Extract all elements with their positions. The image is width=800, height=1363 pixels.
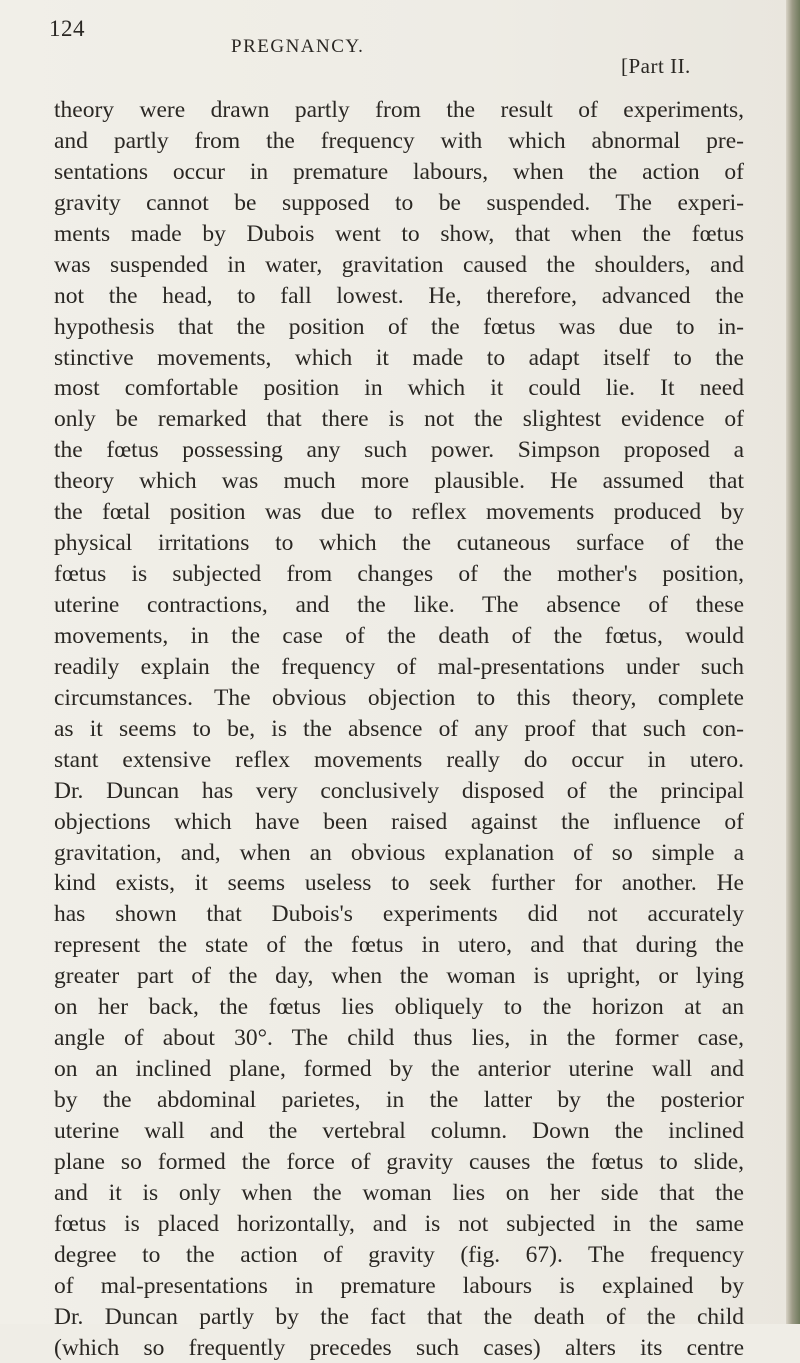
- text-line: by the abdominal parietes, in the latter by the posterior: [54, 1085, 744, 1116]
- text-line: only be remarked that there is not the slightest evidence of: [54, 404, 744, 435]
- text-line: stant extensive reflex movements really do occur in utero.: [54, 745, 744, 776]
- text-line: on her back, the fœtus lies obliquely to the horizon at an: [54, 992, 744, 1023]
- text-line: as it seems to be, is the absence of any proof that such con-: [54, 714, 744, 745]
- part-label: [Part II.: [621, 54, 691, 79]
- text-line: objections which have been raised against the influence of: [54, 807, 744, 838]
- text-line: stinctive movements, which it made to adapt itself to the: [54, 343, 744, 374]
- text-line: hypothesis that the position of the fœtus was due to in-: [54, 312, 744, 343]
- text-line: the fœtus possessing any such power. Simpson proposed a: [54, 435, 744, 466]
- text-line: theory which was much more plausible. He assumed that: [54, 466, 744, 497]
- text-line: sentations occur in premature labours, when the action of: [54, 157, 744, 188]
- text-line: greater part of the day, when the woman is upright, or lying: [54, 961, 744, 992]
- page-number: 124: [49, 16, 85, 42]
- text-line: was suspended in water, gravitation caused the shoulders, and: [54, 250, 744, 281]
- running-head: PREGNANCY.: [231, 36, 364, 58]
- text-line: fœtus is placed horizontally, and is not subjected in the same: [54, 1209, 744, 1240]
- text-line: uterine contractions, and the like. The absence of these: [54, 590, 744, 621]
- text-line: plane so formed the force of gravity causes the fœtus to slide,: [54, 1147, 744, 1178]
- text-line: Dr. Duncan has very conclusively disposed of the principal: [54, 776, 744, 807]
- text-line: has shown that Dubois's experiments did not accurately: [54, 899, 744, 930]
- text-line: fœtus is subjected from changes of the mother's position,: [54, 559, 744, 590]
- text-line: readily explain the frequency of mal-presentations under such: [54, 652, 744, 683]
- text-line: angle of about 30°. The child thus lies, in the former case,: [54, 1023, 744, 1054]
- text-line: the fœtal position was due to reflex movements produced by: [54, 497, 744, 528]
- text-line: gravity cannot be supposed to be suspended. The experi-: [54, 188, 744, 219]
- text-line: physical irritations to which the cutaneous surface of the: [54, 528, 744, 559]
- text-line: and it is only when the woman lies on her side that the: [54, 1178, 744, 1209]
- page-gutter-edge: [786, 0, 800, 1324]
- text-line: theory were drawn partly from the result of experiments,: [54, 95, 744, 126]
- text-line: (which so frequently precedes such cases) alters its centre: [54, 1333, 744, 1363]
- text-line: circumstances. The obvious objection to this theory, complete: [54, 683, 744, 714]
- text-line: and partly from the frequency with which abnormal pre-: [54, 126, 744, 157]
- text-line: represent the state of the fœtus in utero, and that during the: [54, 930, 744, 961]
- text-line: kind exists, it seems useless to seek further for another. He: [54, 868, 744, 899]
- text-line: most comfortable position in which it could lie. It need: [54, 373, 744, 404]
- text-line: gravitation, and, when an obvious explanation of so simple a: [54, 838, 744, 869]
- text-line: degree to the action of gravity (fig. 67). The frequency: [54, 1240, 744, 1271]
- text-line: ments made by Dubois went to show, that when the fœtus: [54, 219, 744, 250]
- text-line: Dr. Duncan partly by the fact that the death of the child: [54, 1302, 744, 1333]
- body-text: [54, 95, 744, 1363]
- text-line: uterine wall and the vertebral column. Down the inclined: [54, 1116, 744, 1147]
- text-line: of mal-presentations in premature labours is explained by: [54, 1271, 744, 1302]
- text-line: movements, in the case of the death of the fœtus, would: [54, 621, 744, 652]
- text-line: not the head, to fall lowest. He, therefore, advanced the: [54, 281, 744, 312]
- text-line: on an inclined plane, formed by the anterior uterine wall and: [54, 1054, 744, 1085]
